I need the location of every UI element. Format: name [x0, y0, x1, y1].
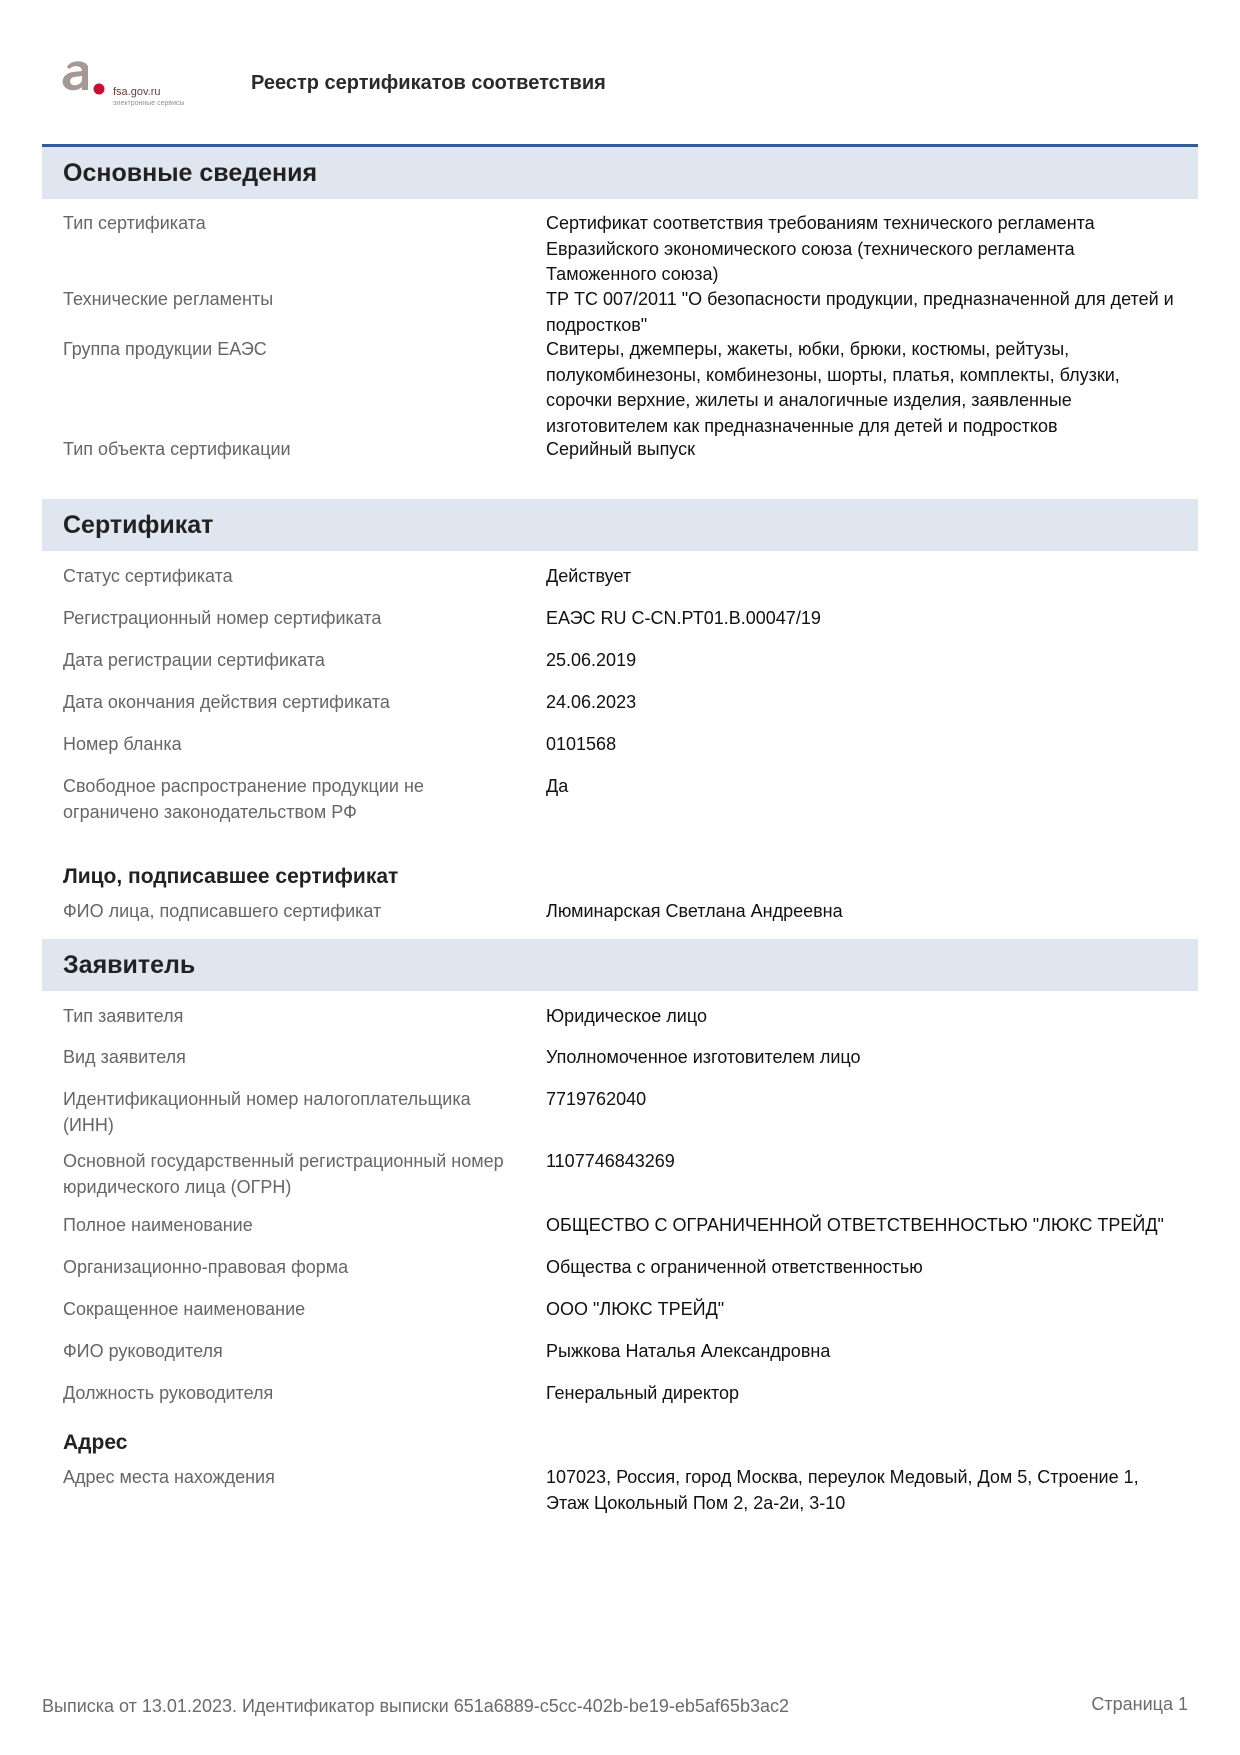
row-value: Генеральный директор — [546, 1383, 740, 1403]
row-value: 25.06.2019 — [546, 650, 637, 670]
page-title: Реестр сертификатов соответствия — [251, 72, 606, 94]
row-value: ООО "ЛЮКС ТРЕЙД" — [546, 1299, 725, 1319]
row-object-type — [63, 437, 1183, 463]
row-label: Тип объекта сертификации — [63, 439, 291, 459]
page-header — [58, 58, 658, 118]
row-label: Свободное распространение продукции не ограничено законодательством РФ — [63, 776, 424, 822]
section-certificate-header: Сертификат — [42, 499, 1198, 551]
row-value: 1107746843269 — [546, 1151, 675, 1171]
row-tech-regulations — [63, 287, 1183, 337]
row-label: Группа продукции ЕАЭС — [63, 339, 267, 359]
row-label: Статус сертификата — [63, 566, 233, 586]
row-value: Общества с ограниченной ответственностью — [546, 1257, 923, 1277]
row-value: Да — [546, 776, 569, 796]
row-value: Уполномоченное изготовителем лицо — [546, 1047, 861, 1067]
section-basic-header: Основные сведения — [42, 147, 1198, 199]
row-label: Адрес места нахождения — [63, 1467, 275, 1487]
section-applicant-header: Заявитель — [42, 939, 1198, 991]
row-label: Основной государственный регистрационный номер юридического лица (ОГРН) — [63, 1151, 504, 1197]
row-label: Должность руководителя — [63, 1383, 274, 1403]
row-value: Серийный выпуск — [546, 439, 695, 459]
row-product-group — [63, 337, 1183, 437]
row-label: Сокращенное наименование — [63, 1299, 306, 1319]
row-value: Сертификат соответствия требованиям технического регламента Евразийского экономического союза (технического регламента Таможенного союза) — [546, 213, 1095, 284]
row-label: Дата окончания действия сертификата — [63, 692, 390, 712]
row-value: Действует — [546, 566, 632, 586]
row-label: Вид заявителя — [63, 1047, 186, 1067]
row-value: Рыжкова Наталья Александровна — [546, 1341, 831, 1361]
row-label: Номер бланка — [63, 734, 182, 754]
row-value: Юридическое лицо — [546, 1006, 707, 1026]
row-label: Тип заявителя — [63, 1006, 184, 1026]
row-value: Свитеры, джемперы, жакеты, юбки, брюки, костюмы, рейтузы, полукомбинезоны, комбинезоны, шорты, платья, комплекты, блузки, сорочки верхние, жилеты и аналогичные изделия, заявленные изготовителем как предназначенные для детей и подростков — [546, 339, 1120, 436]
footer-extract-info: Выписка от 13.01.2023. Идентификатор выписки 651a6889-c5cc-402b-be19-eb5af65b3ac2 — [42, 1696, 789, 1716]
row-label: Идентификационный номер налогоплательщика (ИНН) — [63, 1089, 471, 1135]
row-label: Регистрационный номер сертификата — [63, 608, 382, 628]
row-value: 7719762040 — [546, 1089, 647, 1109]
logo-subtitle: электронные сервисы — [113, 100, 185, 107]
row-value: Люминарская Светлана Андреевна — [546, 901, 843, 921]
row-label: Полное наименование — [63, 1215, 253, 1235]
row-label: Организационно-правовая форма — [63, 1257, 349, 1277]
row-label: ФИО лица, подписавшего сертификат — [63, 901, 382, 921]
logo-domain: fsa.gov.ru — [113, 86, 161, 98]
row-value: 0101568 — [546, 734, 617, 754]
row-certificate-type — [63, 211, 1183, 287]
fsa-logo-icon — [58, 58, 108, 98]
row-value: 107023, Россия, город Москва, переулок Медовый, Дом 5, Строение 1, Этаж Цокольный Пом 2, 2а-2и, 3-10 — [546, 1467, 1139, 1513]
row-value: ОБЩЕСТВО С ОГРАНИЧЕННОЙ ОТВЕТСТВЕННОСТЬЮ "ЛЮКС ТРЕЙД" — [546, 1215, 1164, 1235]
footer-page-number: Страница 1 — [1091, 1694, 1188, 1714]
row-label: Дата регистрации сертификата — [63, 650, 325, 670]
fsa-logo[interactable] — [58, 58, 208, 110]
row-value: 24.06.2023 — [546, 692, 637, 712]
row-value: ЕАЭС RU C-CN.РТ01.В.00047/19 — [546, 608, 821, 628]
signer-subtitle: Лицо, подписавшее сертификат — [63, 865, 399, 888]
row-label: Тип сертификата — [63, 213, 206, 233]
row-label: Технические регламенты — [63, 289, 274, 309]
row-value: ТР ТС 007/2011 "О безопасности продукции, предназначенной для детей и подростков" — [546, 289, 1174, 335]
row-label: ФИО руководителя — [63, 1341, 223, 1361]
address-subtitle: Адрес — [63, 1431, 128, 1454]
